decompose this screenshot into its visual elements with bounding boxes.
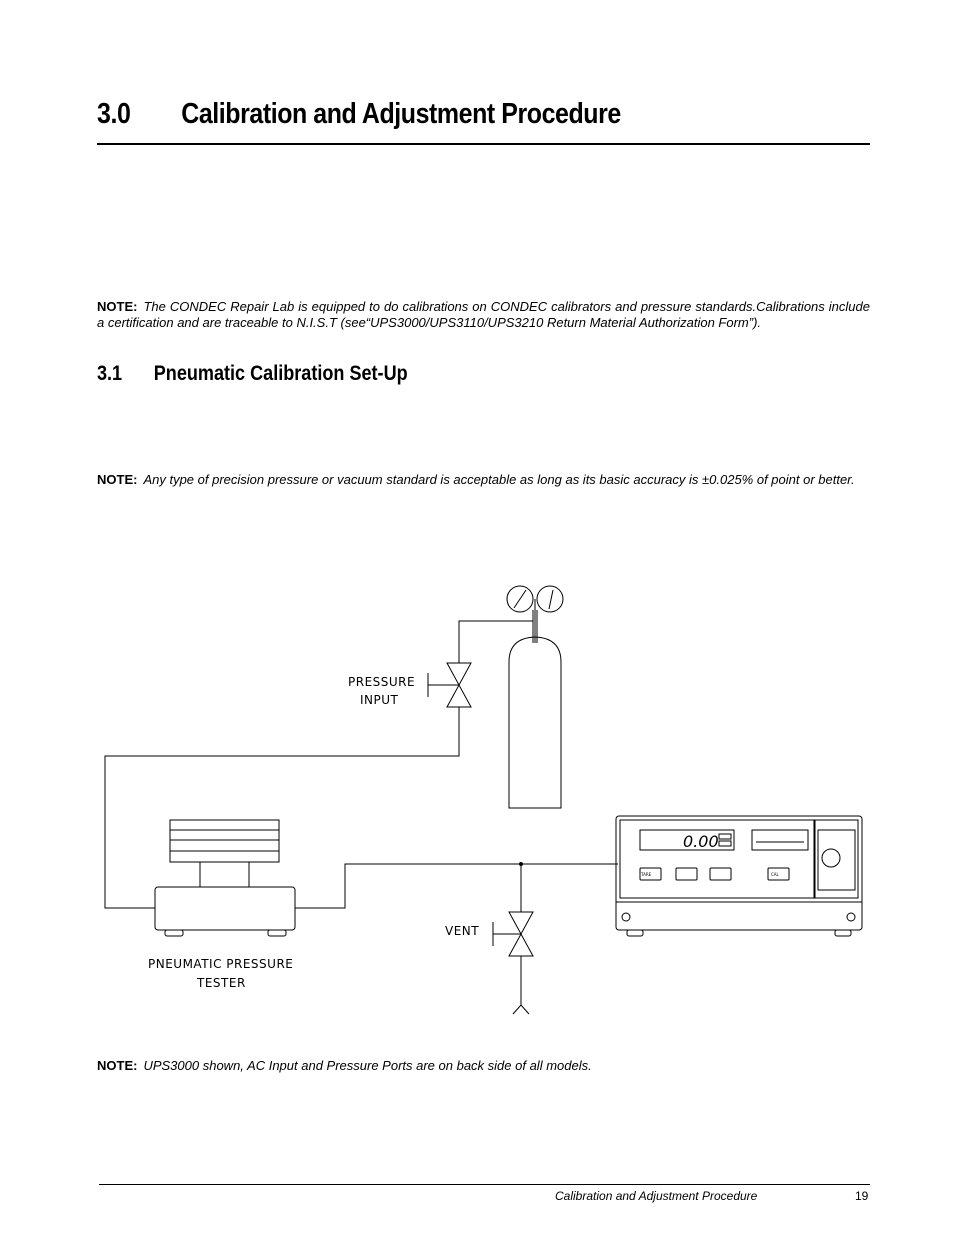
- note-ups3000: [97, 1058, 870, 1074]
- screw-icon: [622, 913, 630, 921]
- gas-cylinder: [509, 637, 561, 808]
- ups3000-calibrator: [616, 816, 862, 930]
- section-number: 3.1: [97, 362, 123, 385]
- tester-label-1: PNEUMATIC PRESSURE: [148, 957, 294, 971]
- pressure-input-label-1: PRESSURE: [348, 675, 416, 689]
- tester-label-2: TESTER: [197, 976, 246, 990]
- note-text: The CONDEC Repair Lab is equipped to do calibrations on CONDEC calibrators and pressure standards.Calibrations include a certification and are traceable to N.I.S.T (see“UPS3000/UPS3110/UPS3210 Return Material Authorization Form”).: [97, 299, 870, 330]
- pneumatic-tester-base: [155, 887, 295, 930]
- display-reading: 0.00: [683, 832, 719, 851]
- footer-rule: [99, 1184, 870, 1185]
- footer-title: Calibration and Adjustment Procedure: [555, 1189, 758, 1203]
- vent-valve: [509, 912, 533, 934]
- note-label: NOTE:: [97, 299, 138, 314]
- pressure-input-label-2: INPUT: [360, 693, 399, 707]
- note-accuracy: [97, 472, 870, 488]
- svg-text:TARE: TARE: [641, 872, 652, 877]
- note-repair-lab: [97, 299, 870, 331]
- range-knob-icon: [822, 849, 840, 867]
- chapter-number: 3.0: [97, 98, 131, 130]
- chapter-title: Calibration and Adjustment Procedure: [181, 98, 621, 130]
- calibration-setup-diagram: [95, 578, 875, 1028]
- screw-icon: [847, 913, 855, 921]
- page-number: 19: [855, 1189, 869, 1203]
- pressure-input-valve: [447, 663, 471, 685]
- note-text: Any type of precision pressure or vacuum standard is acceptable as long as its basic accuracy is ±0.025% of point or better.: [143, 472, 855, 487]
- note-label: NOTE:: [97, 1058, 138, 1073]
- chapter-heading: [97, 98, 621, 131]
- svg-text:CAL: CAL: [771, 872, 779, 877]
- section-heading: [97, 362, 408, 386]
- junction-dot: [519, 862, 523, 866]
- vent-label: VENT: [445, 924, 480, 938]
- tester-weight-stack: [170, 820, 279, 862]
- note-text: UPS3000 shown, AC Input and Pressure Ports are on back side of all models.: [143, 1058, 592, 1073]
- note-label: NOTE:: [97, 472, 138, 487]
- gauge-right-icon: [537, 586, 563, 612]
- heading-rule: [97, 143, 870, 145]
- section-title: Pneumatic Calibration Set-Up: [153, 362, 408, 385]
